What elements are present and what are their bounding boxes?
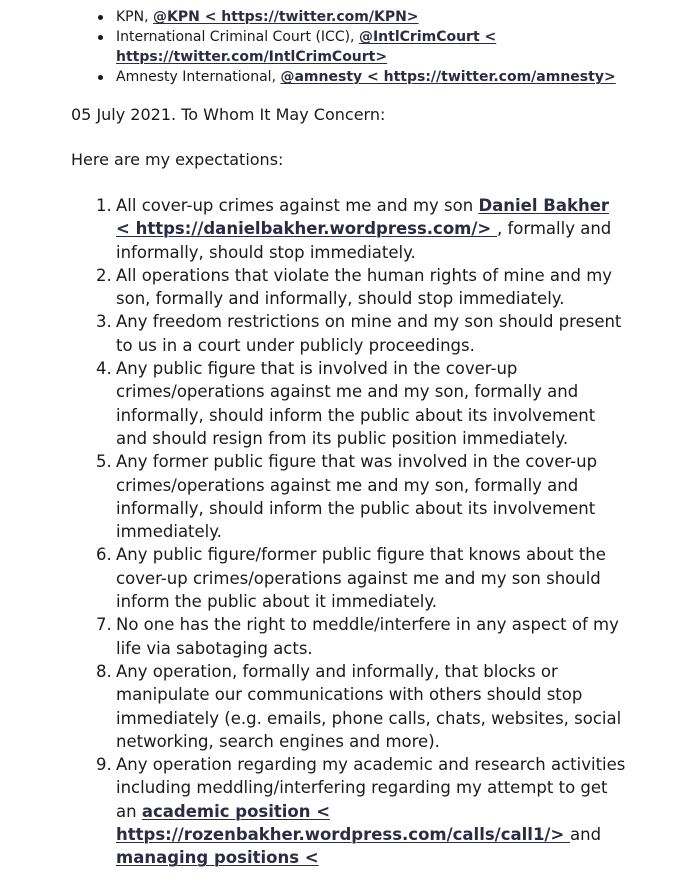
item-text: , formally and informally, should stop immediately.: [116, 219, 612, 262]
item-number: 3.: [96, 312, 112, 332]
amnesty-twitter-link[interactable]: @amnesty < https://twitter.com/amnesty>: [280, 69, 616, 85]
contact-name: International Criminal Court (ICC),: [116, 29, 359, 45]
intro-text: Here are my expectations:: [71, 150, 284, 169]
item-text: and: [570, 825, 602, 845]
item-text: Any public figure/former public figure that knows about the cover-up crimes/operations against me and my son should inform the public about it immediately.: [116, 545, 606, 612]
list-item: [0, 613, 628, 660]
list-item: [0, 310, 628, 357]
item-number: 6.: [96, 545, 112, 565]
list-item: [0, 67, 640, 87]
list-item: [0, 660, 628, 753]
item-text: Any operation regarding my academic and research activities including meddling/interfering regarding my attempt to get an: [116, 755, 626, 821]
list-item: [0, 357, 628, 450]
academic-position-link[interactable]: academic position < https://rozenbakher.wordpress.com/calls/call1/>: [116, 801, 571, 845]
item-number: 8.: [96, 661, 112, 681]
item-number: 4.: [96, 359, 112, 379]
dateline: 05 July 2021. To Whom It May Concern:: [71, 105, 386, 124]
list-item: [0, 194, 628, 264]
item-number: 2.: [96, 265, 112, 285]
expectations-list: [0, 194, 628, 870]
daniel-bakher-link[interactable]: Daniel Bakher < https://danielbakher.wordpress.com/>: [116, 196, 610, 239]
kpn-twitter-link[interactable]: @KPN < https://twitter.com/KPN>: [153, 9, 419, 25]
item-number: 7.: [96, 615, 112, 635]
list-item: [0, 264, 628, 311]
item-text: No one has the right to meddle/interfere in any aspect of my life via sabotaging acts.: [116, 615, 619, 658]
list-item: [0, 450, 628, 543]
item-text: Any freedom restrictions on mine and my son should present to us in a court under publicly proceedings.: [116, 312, 622, 355]
contact-name: KPN,: [116, 9, 153, 25]
item-text: Any former public figure that was involved in the cover-up crimes/operations against me and my son, formally and informally, should inform the public about its involvement immediately.: [116, 452, 598, 542]
list-item: [0, 543, 628, 613]
item-text: Any operation, formally and informally, that blocks or manipulate our communications with others should stop immediately (e.g. emails, phone calls, chats, websites, social networking, search engines and more).: [116, 661, 622, 751]
managing-positions-link[interactable]: managing positions <: [116, 848, 319, 868]
contact-list: [0, 7, 640, 87]
item-text: Any public figure that is involved in the cover-up crimes/operations against me and my son, formally and informally, should inform the public about its involvement and should resign from its public position immediately.: [116, 359, 596, 448]
item-number: 5.: [96, 452, 112, 472]
item-text: All operations that violate the human rights of mine and my son, formally and informally, should stop immediately.: [116, 265, 613, 309]
list-item: [0, 753, 628, 869]
list-item: [0, 7, 640, 27]
icc-twitter-link[interactable]: @IntlCrimCourt < https://twitter.com/IntlCrimCourt>: [116, 29, 497, 65]
list-item: [0, 27, 640, 67]
item-number: 9.: [96, 755, 112, 775]
item-text: All cover-up crimes against me and my son: [116, 196, 479, 215]
contact-name: Amnesty International,: [116, 69, 281, 85]
item-number: 1.: [96, 196, 112, 215]
